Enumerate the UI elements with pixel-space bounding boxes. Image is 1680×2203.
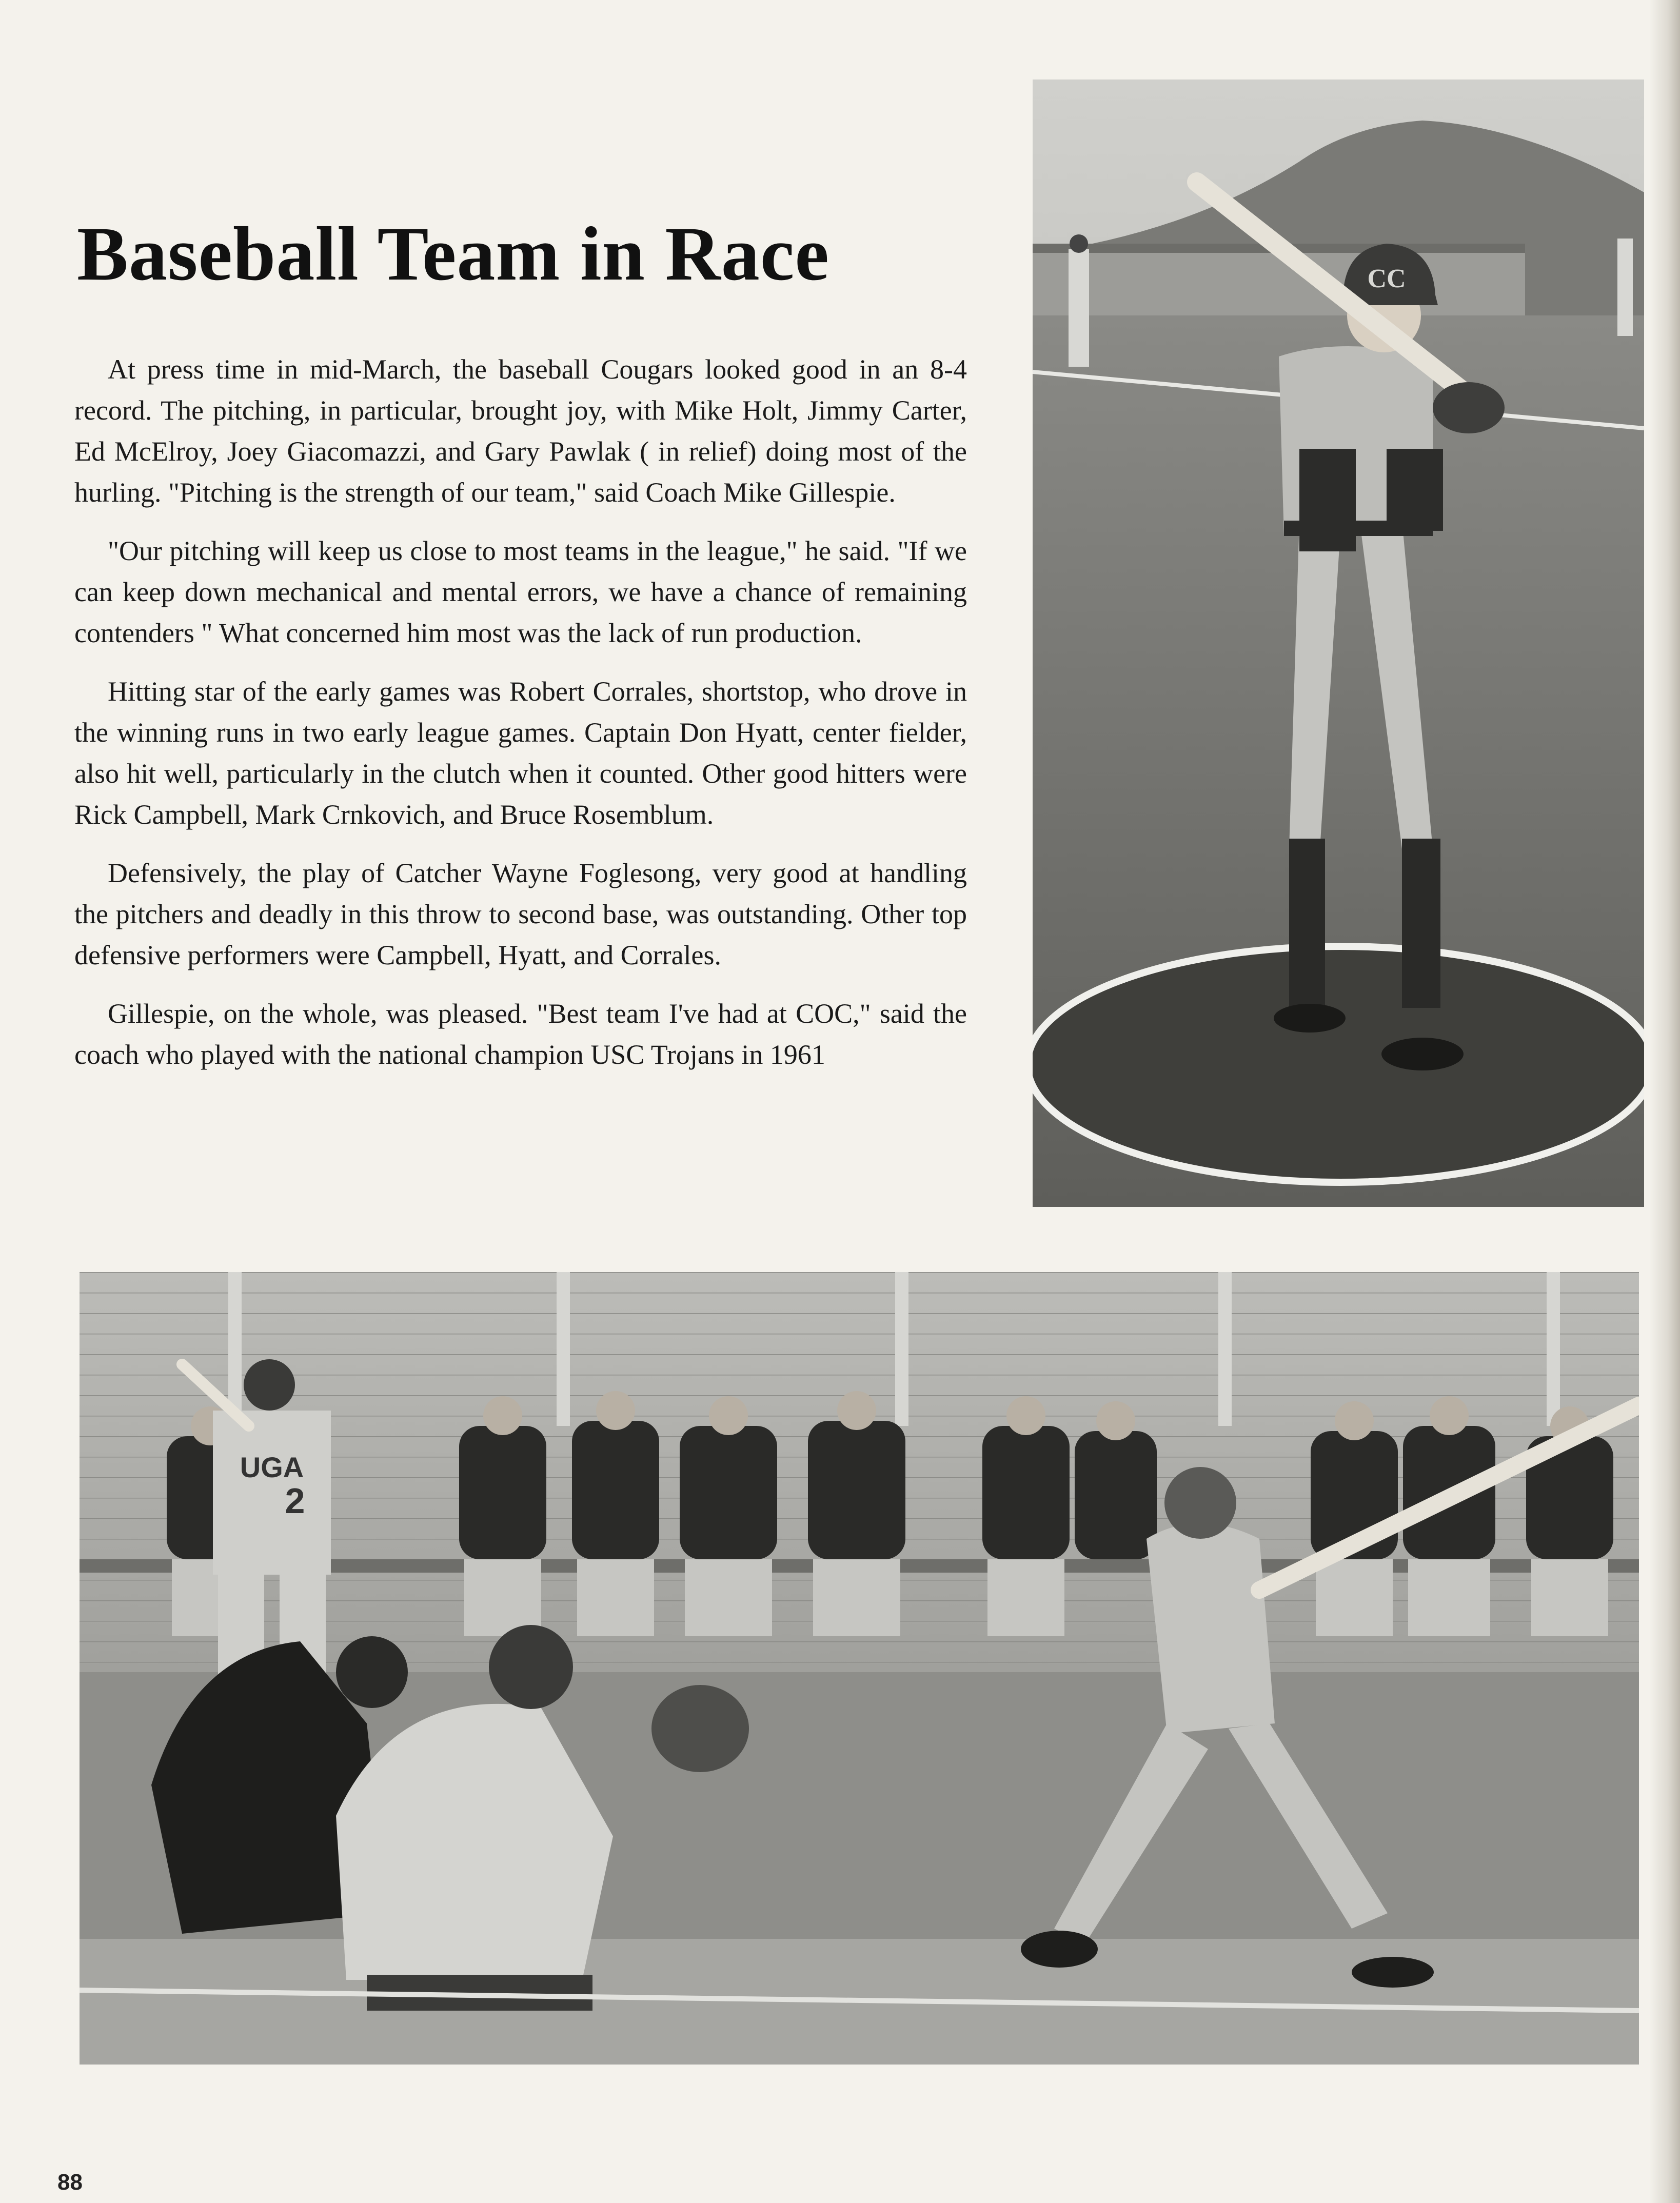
helmet-logo: CC (1367, 264, 1406, 293)
page-number: 88 (57, 2170, 83, 2195)
article-paragraph: "Our pitching will keep us close to most teams in the league," he said. "If we can keep down mechanical and mental errors, we have a chance of remaining contenders " What concerned him most was the lack of run production. (74, 535, 967, 648)
jersey-text: UGA (240, 1451, 304, 1483)
article-title: Baseball Team in Race (77, 211, 829, 296)
photo-catcher-with-bat (1033, 80, 1644, 1207)
article-body (74, 349, 967, 1093)
article-paragraph: Hitting star of the early games was Robert Corrales, shortstop, who drove in the winning runs in two early league games. Captain Don Hyatt, center fielder, also hit well, particularly in the clutch when it counted. Other good hitters were Rick Campbell, Mark Crnkovich, and Bruce Rosemblum. (74, 676, 967, 830)
article-paragraph: At press time in mid-March, the baseball Cougars looked good in an 8-4 record. The pitching, in particular, brought joy, with Mike Holt, Jimmy Carter, Ed McElroy, Joey Giacomazzi, and Gary Pawlak ( in relief) doing most of the hurling. "Pitching is the strength of our team," said Coach Mike Gillespie. (74, 354, 967, 508)
article-paragraph: Defensively, the play of Catcher Wayne Foglesong, very good at handling the pitchers and deadly in this throw to second base, was outstanding. Other top defensive performers were Campbell, Hyatt, and Corrales. (74, 858, 967, 970)
jersey-number: 2 (285, 1481, 305, 1521)
photo-batter-swinging (80, 1272, 1639, 2065)
photo-catcher-illustration (1033, 80, 1644, 1207)
article-paragraph: Gillespie, on the whole, was pleased. "Best team I've had at COC," said the coach who played with the national champion USC Trojans in 1961 (74, 998, 967, 1070)
page-edge-shadow (1649, 0, 1680, 2203)
photo-batter-illustration (80, 1272, 1639, 2065)
